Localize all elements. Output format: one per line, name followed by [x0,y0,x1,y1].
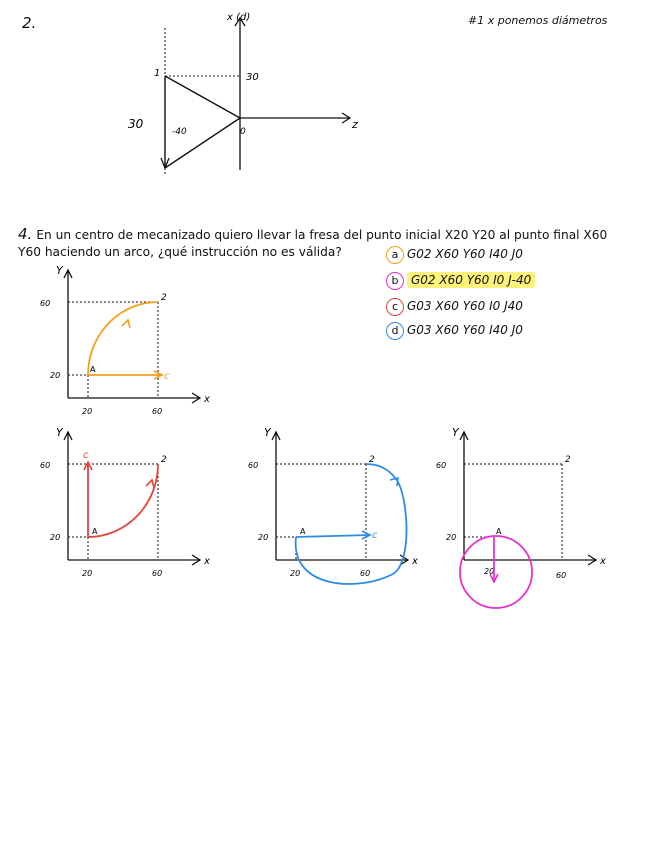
end-label: 2 [161,455,167,465]
option-a-marker: a [386,246,404,264]
start-label: A [300,527,306,536]
graph-option-a [30,262,220,422]
axis-top-label: x (d) [227,12,251,23]
tick-y20: 20 [446,533,457,542]
end-label: 2 [565,455,571,465]
start-label: A [496,527,502,536]
end-label: 2 [161,293,167,303]
option-a-text: G02 X60 Y60 I40 J0 [407,247,523,261]
tick-y60: 60 [40,461,51,470]
option-c-marker: c [386,298,404,316]
option-c[interactable] [386,298,523,316]
tick-x20: 20 [484,567,495,576]
graph-option-b [426,424,626,614]
option-a[interactable] [386,246,523,264]
question-4-statement: En un centro de mecanizado quiero llevar la fresa del punto inicial X20 Y20 al punto final X60 Y60 haciendo un arco, ¿qué instrucción no es válida? [18,228,608,259]
arc-arrow-c [146,480,154,488]
tick-y60: 60 [40,299,51,308]
start-label: A [90,365,96,374]
question-2-diagram [120,10,380,185]
label-30-left: 30 [128,117,144,131]
arc-path-a [88,302,158,375]
start-label: A [92,527,98,536]
x-axis-label: x [412,556,418,567]
label-30-top: 30 [246,72,259,83]
option-d[interactable] [386,322,523,340]
tick-x20: 20 [290,569,301,578]
triangle-edge-top [165,76,240,118]
triangle-edge-bottom [165,118,240,168]
arc-path-c [88,464,158,537]
y-axis-label: Y [56,426,63,439]
option-b-marker: b [386,272,404,290]
x-axis-label: x [204,556,210,567]
y-axis-label: Y [56,264,63,277]
tick-y60: 60 [248,461,259,470]
tick-x60: 60 [152,407,163,416]
circle-path-b [460,536,532,608]
tick-y20: 20 [258,533,269,542]
graph-option-c [30,424,220,594]
question-4-text [18,226,618,261]
tick-y60: 60 [436,461,447,470]
tick-y20: 20 [50,371,61,380]
point-label: 1 [154,68,161,79]
radius-line-d [296,535,370,537]
arc-path-d [296,464,407,584]
y-axis-label: Y [452,426,459,439]
center-label-a: c [164,371,170,382]
tick-x60: 60 [152,569,163,578]
graph-option-d [238,424,428,594]
option-d-text: G03 X60 Y60 I40 J0 [407,323,523,337]
option-b-text: G02 X60 Y60 I0 J-40 [407,272,535,288]
question-4-number: 4. [18,225,33,243]
tick-y20: 20 [50,533,61,542]
center-label-d: c [372,530,378,541]
axis-right-label: z [352,118,358,131]
option-b[interactable] [386,272,535,290]
tick-x60: 60 [360,569,371,578]
center-label-c: c [83,450,89,461]
tick-x20: 20 [82,407,93,416]
origin-label: 0 [240,127,246,137]
end-label: 2 [369,455,375,465]
tick-x60: 60 [556,571,567,580]
option-c-text: G03 X60 Y60 I0 J40 [407,299,523,313]
x-axis-label: x [600,556,606,567]
arc-arrow-a [122,320,130,328]
tick-x20: 20 [82,569,93,578]
x-axis-label: x [204,394,210,405]
handwritten-note: #1 x ponemos diámetros [468,14,608,27]
option-d-marker: d [386,322,404,340]
label-minus-40: -40 [172,127,187,137]
y-axis-label: Y [264,426,271,439]
question-2-number: 2. [22,14,37,32]
